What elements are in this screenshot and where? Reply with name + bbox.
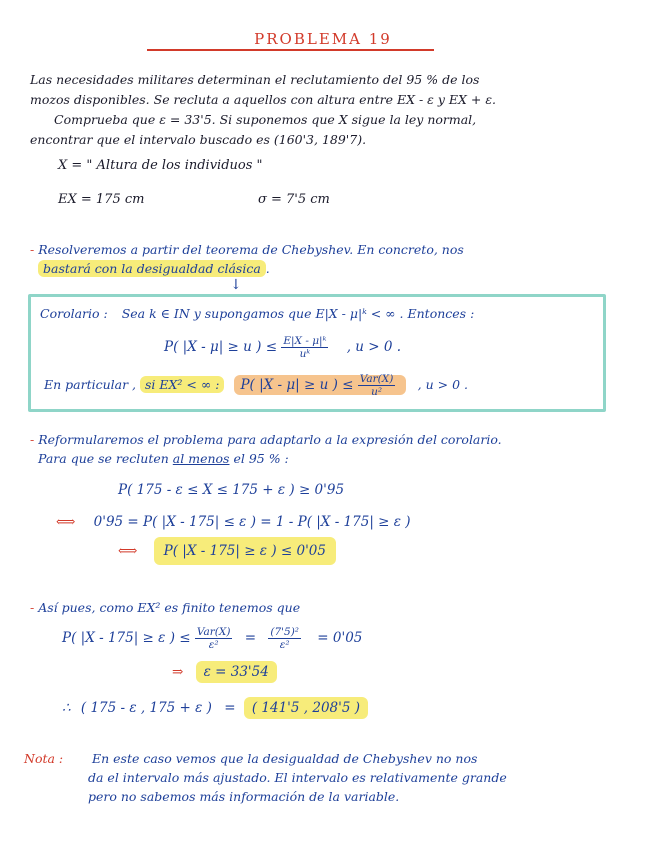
equation-3-highlight: P( |X - 175| ≥ ε ) ≤ 0'05 bbox=[154, 537, 336, 565]
ineq-right: , u > 0 . bbox=[346, 339, 402, 355]
bullet-dash: - bbox=[30, 242, 35, 257]
iff-arrow-icon: ⟺ bbox=[118, 543, 138, 559]
note-line-2: da el intervalo más ajustado. El intervalo es relativamente grande bbox=[88, 770, 507, 785]
equation-3 bbox=[118, 543, 336, 559]
period: . bbox=[265, 261, 270, 276]
therefore-icon: ∴ bbox=[62, 700, 71, 716]
eq4-right: = 0'05 bbox=[317, 630, 363, 646]
eq4-fraction-2 bbox=[268, 626, 301, 651]
chebyshev-inequality bbox=[234, 373, 405, 398]
equation-4 bbox=[62, 626, 362, 651]
cheb-denominator: u² bbox=[371, 386, 383, 398]
equation-2 bbox=[56, 514, 411, 530]
frac1-denominator: ε² bbox=[208, 639, 219, 651]
particular-right: , u > 0 . bbox=[417, 377, 468, 392]
eq4-fraction-1 bbox=[195, 626, 233, 651]
interval-line bbox=[62, 700, 368, 716]
note-text-1: En este caso vemos que la desigualdad de Chebyshev no nos bbox=[91, 751, 478, 766]
ineq-numerator: E|X - μ|ᵏ bbox=[283, 335, 327, 347]
corollary-inequality bbox=[164, 335, 401, 360]
ineq-left: P( |X - μ| ≥ u ) ≤ bbox=[164, 339, 278, 355]
ineq-denominator: uᵏ bbox=[299, 348, 311, 360]
equation-2-text: 0'95 = P( |X - 175| ≤ ε ) = 1 - P( |X - 175| ≥ ε ) bbox=[93, 514, 411, 530]
statement-line-4: encontrar que el intervalo buscado es (160'3, 189'7). bbox=[30, 132, 367, 147]
frac2-numerator: (7'5)² bbox=[270, 626, 299, 638]
sigma-value: σ = 7'5 cm bbox=[258, 192, 330, 207]
down-arrow-icon: ↓ bbox=[230, 277, 242, 293]
page-title: PROBLEMA 19 bbox=[254, 30, 392, 48]
section-3 bbox=[30, 598, 300, 617]
corollary-label: Corolario : bbox=[40, 306, 108, 321]
interval-result: ( 141'5 , 208'5 ) bbox=[244, 697, 368, 719]
interval-expression: ( 175 - ε , 175 + ε ) bbox=[80, 700, 212, 716]
statement-line-1: Las necesidades militares determinan el reclutamiento del 95 % de los bbox=[30, 72, 480, 87]
section-3-line-1: Así pues, como EX² es finito tenemos que bbox=[38, 600, 301, 615]
eq4-equals: = bbox=[244, 630, 257, 646]
section-2-line-2 bbox=[38, 449, 289, 468]
mean-value: EX = 175 cm bbox=[58, 192, 145, 207]
line2-start: Para que se recluten bbox=[38, 451, 169, 466]
section-2-line-1: Reformularemos el problema para adaptarlo a la expresión del corolario. bbox=[38, 432, 502, 447]
highlight-desigualdad: bastará con la desigualdad clásica bbox=[38, 260, 266, 277]
problem-statement bbox=[30, 70, 620, 150]
bullet-dash: - bbox=[30, 600, 35, 615]
section-2 bbox=[30, 430, 502, 449]
cheb-fraction bbox=[358, 373, 396, 398]
cheb-numerator: Var(X) bbox=[359, 373, 394, 385]
section-1-line-1: Resolveremos a partir del teorema de Chebyshev. En concreto, nos bbox=[38, 242, 464, 257]
result-line bbox=[172, 664, 277, 680]
note-line-1 bbox=[24, 749, 477, 768]
statement-line-2: mozos disponibles. Se recluta a aquellos con altura entre EX - ε y EX + ε. bbox=[30, 92, 496, 107]
statement-line-3: Comprueba que ε = 33'5. Si suponemos que X sigue la ley normal, bbox=[54, 112, 477, 127]
line2-end: el 95 % : bbox=[233, 451, 289, 466]
eq4-left: P( |X - 175| ≥ ε ) ≤ bbox=[62, 630, 191, 646]
variable-definition: X = " Altura de los individuos " bbox=[58, 158, 263, 173]
particular-prefix: En particular , bbox=[44, 377, 137, 392]
corollary-statement bbox=[40, 306, 474, 321]
equation-1: P( 175 - ε ≤ X ≤ 175 + ε ) ≥ 0'95 bbox=[118, 482, 345, 498]
note-line-3: pero no sabemos más información de la variable. bbox=[88, 789, 400, 804]
particular-condition: si EX² < ∞ : bbox=[140, 376, 224, 393]
note-label: Nota : bbox=[24, 751, 64, 766]
title-underline bbox=[147, 49, 434, 51]
cheb-left: P( |X - μ| ≥ u ) ≤ bbox=[240, 377, 354, 393]
interval-equals: = bbox=[224, 700, 236, 716]
frac2-denominator: ε² bbox=[279, 639, 290, 651]
iff-arrow-icon: ⟺ bbox=[56, 514, 76, 530]
corollary-text: Sea k ∈ IN y supongamos que E|X - μ|ᵏ < ∞ . Entonces : bbox=[121, 306, 475, 321]
corollary-particular bbox=[44, 373, 468, 398]
frac1-numerator: Var(X) bbox=[196, 626, 231, 638]
section-1 bbox=[30, 240, 464, 259]
epsilon-result: ε = 33'54 bbox=[196, 661, 277, 683]
bullet-dash: - bbox=[30, 432, 35, 447]
implies-arrow-icon: ⇒ bbox=[172, 664, 184, 680]
underlined-al-menos: al menos bbox=[172, 451, 230, 466]
ineq-fraction bbox=[281, 335, 328, 360]
